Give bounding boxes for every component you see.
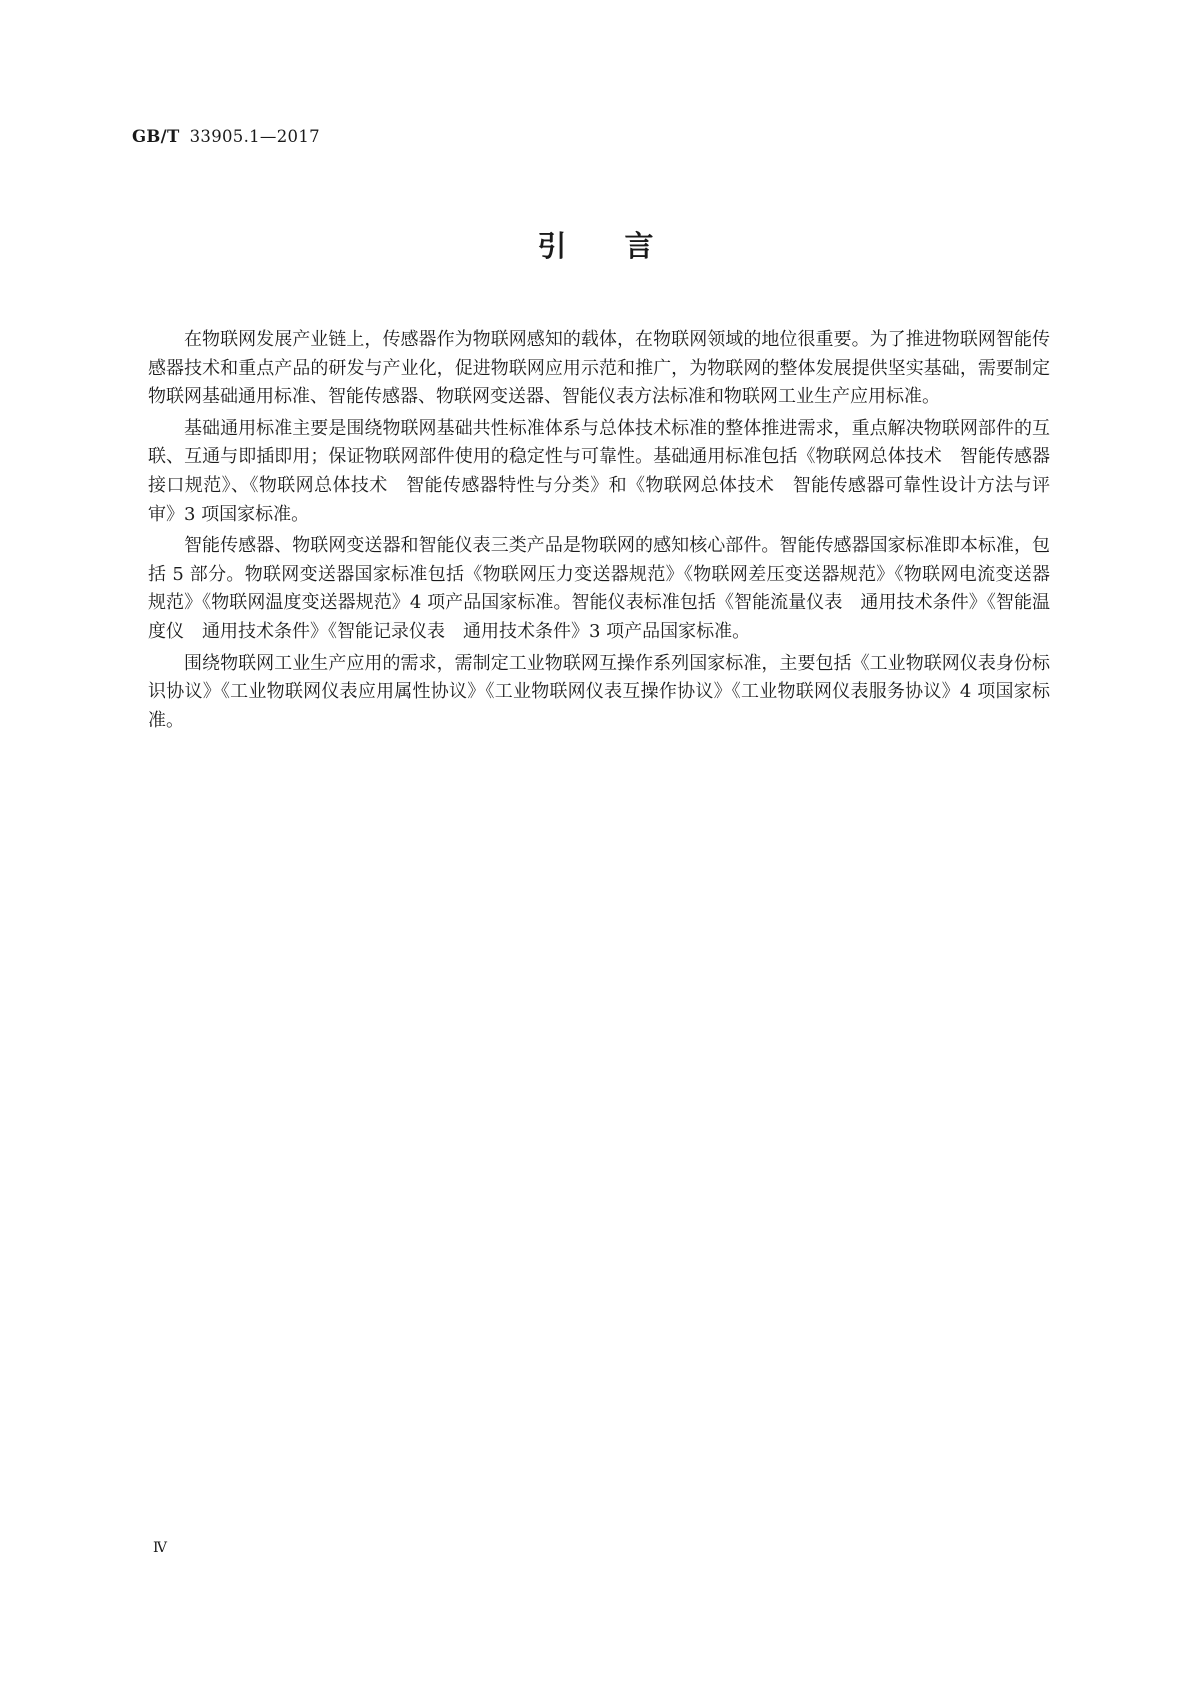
paragraph-4: 围绕物联网工业生产应用的需求，需制定工业物联网互操作系列国家标准，主要包括《工业物联网仪表身份标识协议》《工业物联网仪表应用属性协议》《工业物联网仪表互操作协议》《工业物联网仪表服务协议》4 项国家标准。	[148, 652, 1050, 731]
paragraph-2: 基础通用标准主要是围绕物联网基础共性标准体系与总体技术标准的整体推进需求，重点解决物联网部件的互联、互通与即插即用；保证物联网部件使用的稳定性与可靠性。基础通用标准包括《物联网总体技术 智能传感器接口规范》、《物联网总体技术 智能传感器特性与分类》和《物联网总体技术 智能传感器可靠性设计方法与评审》3 项国家标准。	[148, 417, 1050, 525]
standard-code: 33905.1—2017	[189, 127, 320, 146]
section-title: 引言	[537, 229, 712, 263]
standard-prefix: GB/T	[132, 127, 180, 146]
paragraph-3: 智能传感器、物联网变送器和智能仪表三类产品是物联网的感知核心部件。智能传感器国家标准即本标准，包括 5 部分。物联网变送器国家标准包括《物联网压力变送器规范》《物联网差压变送器规范》《物联网电流变送器规范》《物联网温度变送器规范》4 项产品国家标准。智能仪表标准包括《智能流量仪表 通用技术条件》《智能温度仪 通用技术条件》《智能记录仪表 通用技术条件》3 项产品国家标准。	[148, 535, 1050, 642]
paragraph-1: 在物联网发展产业链上，传感器作为物联网感知的载体，在物联网领域的地位很重要。为了推进物联网智能传感器技术和重点产品的研发与产业化，促进物联网应用示范和推广，为物联网的整体发展提供坚实基础，需要制定物联网基础通用标准、智能传感器、物联网变送器、智能仪表方法标准和物联网工业生产应用标准。	[148, 329, 1050, 408]
standard-number	[132, 127, 320, 146]
page-number: Ⅳ	[153, 1540, 167, 1556]
body-text	[148, 326, 1050, 738]
